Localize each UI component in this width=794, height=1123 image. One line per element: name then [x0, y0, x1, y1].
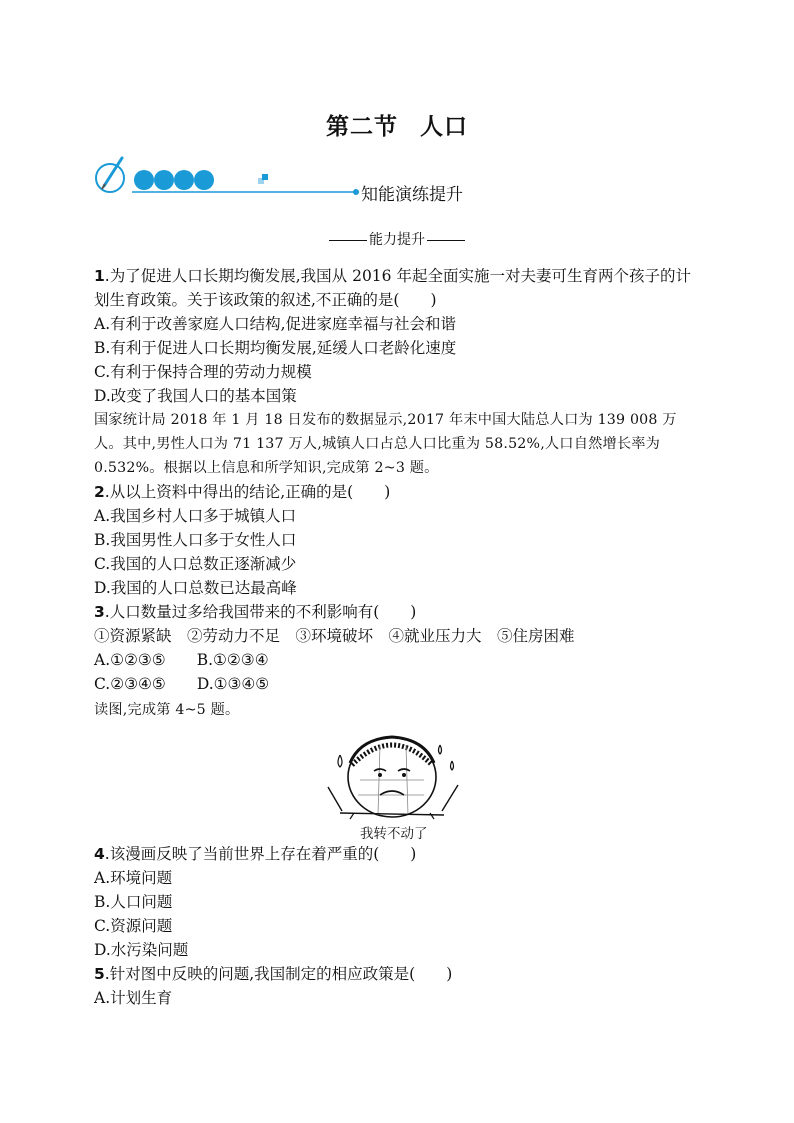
q3-number: 3	[94, 603, 105, 621]
q2-stem: 2.从以上资料中得出的结论,正确的是( )	[94, 483, 391, 501]
passage-line2: 人。其中,男性人口为 71 137 万人,城镇人口占总人口比重为 58.52%,人口自然增长率为	[94, 436, 661, 452]
q4-stem: 4.该漫画反映了当前世界上存在着严重的( )	[94, 845, 417, 863]
q1-option-d: D.改变了我国人口的基本国策	[94, 387, 297, 405]
q3-stem: 3.人口数量过多给我国带来的不利影响有( )	[94, 603, 417, 621]
section-heading	[0, 229, 794, 249]
figure-intro: 读图,完成第 4~5 题。	[94, 702, 240, 718]
progress-dots-icon	[134, 170, 214, 190]
q1-option-c: C.有利于保持合理的劳动力规模	[94, 363, 312, 381]
q2-option-d: D.我国的人口总数已达最高峰	[94, 579, 297, 597]
q1-number: 1	[94, 267, 105, 285]
q1-option-a: A.有利于改善家庭人口结构,促进家庭幸福与社会和谐	[94, 315, 457, 333]
passage-line3: 0.532%。根据以上信息和所学知识,完成第 2~3 题。	[94, 460, 439, 476]
q3-items: ①资源紧缺 ②劳动力不足 ③环境破坏 ④就业压力大 ⑤住房困难	[94, 627, 575, 645]
section-label: 能力提升	[369, 232, 425, 248]
q2-option-c: C.我国的人口总数正逐渐减少	[94, 555, 297, 573]
q2-option-a: A.我国乡村人口多于城镇人口	[94, 507, 297, 525]
pencil-circle-icon	[96, 158, 124, 192]
banner-label: 知能演练提升	[361, 185, 463, 205]
q2-option-b: B.我国男性人口多于女性人口	[94, 531, 297, 549]
passage-line1: 国家统计局 2018 年 1 月 18 日发布的数据显示,2017 年末中国大陆总人口为 139 008 万	[94, 412, 677, 428]
q2-number: 2	[94, 483, 105, 501]
page-title	[0, 108, 794, 141]
q3-options-ab: A.①②③⑤ B.①②③④	[94, 651, 269, 669]
q3-options-cd: C.②③④⑤ D.①③④⑤	[94, 675, 270, 693]
q5-option-a: A.计划生育	[94, 989, 173, 1007]
q1-line2: 划生育政策。关于该政策的叙述,不正确的是( )	[94, 291, 437, 309]
q4-option-a: A.环境问题	[94, 869, 173, 887]
title-part2: 人口	[420, 114, 468, 140]
q5-number: 5	[94, 965, 105, 983]
globe-cartoon-figure	[320, 725, 470, 820]
figure-caption: 我转不动了	[360, 826, 428, 842]
title-part1: 第二节	[326, 114, 398, 140]
q4-option-c: C.资源问题	[94, 917, 173, 935]
q4-option-d: D.水污染问题	[94, 941, 189, 959]
q1-option-b: B.有利于促进人口长期均衡发展,延缓人口老龄化速度	[94, 339, 457, 357]
q5-stem: 5.针对图中反映的问题,我国制定的相应政策是( )	[94, 965, 453, 983]
q4-option-b: B.人口问题	[94, 893, 173, 911]
q1-line1: 1.为了促进人口长期均衡发展,我国从 2016 年起全面实施一对夫妻可生育两个孩子的计	[94, 267, 691, 285]
q4-number: 4	[94, 845, 105, 863]
